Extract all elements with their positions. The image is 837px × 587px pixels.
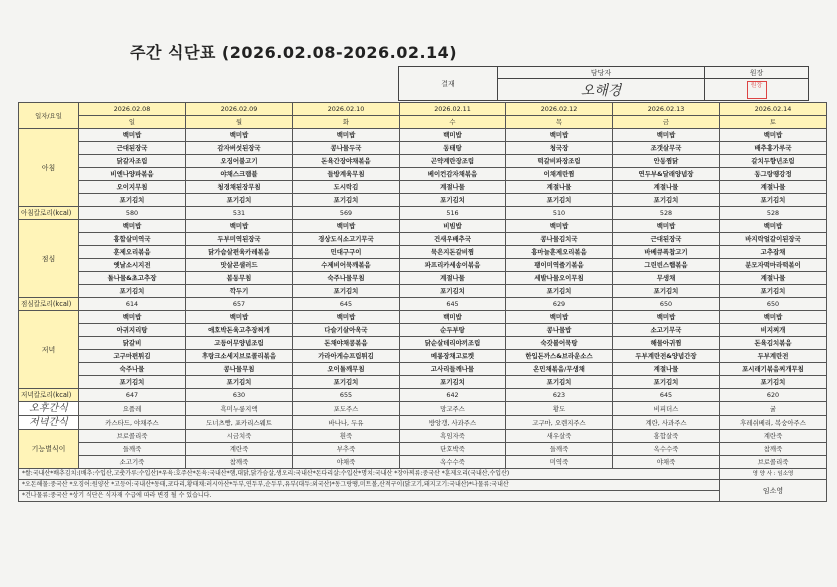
dinner-item: 비지찌개 <box>720 324 827 337</box>
breakfast-item: 베이컨감자채볶음 <box>400 168 506 181</box>
lunch-calorie-value: 614 <box>79 298 186 311</box>
special-item: 브로콜리죽 <box>79 430 186 443</box>
breakfast-item: 동태탕 <box>400 142 506 155</box>
dinner-calorie-value: 630 <box>186 389 293 402</box>
lunch-item: 포기김치 <box>613 285 720 298</box>
lunch-row <box>19 220 827 233</box>
dinner-item: 포기김치 <box>293 376 400 389</box>
lunch-calorie-value: 645 <box>400 298 506 311</box>
breakfast-item: 야채스크램블 <box>186 168 293 181</box>
lunch-item: 묵은지돈갈비찜 <box>400 246 506 259</box>
lunch-item: 훈제오리볶음 <box>79 246 186 259</box>
breakfast-item: 근대된장국 <box>79 142 186 155</box>
dinner-calorie-value: 620 <box>720 389 827 402</box>
breakfast-row <box>19 129 827 142</box>
snack_am-item: 황도 <box>506 402 613 416</box>
dinner-row <box>19 350 827 363</box>
lunch-calorie-value: 657 <box>186 298 293 311</box>
dinner-label: 저녁 <box>19 311 79 389</box>
dinner-row <box>19 363 827 376</box>
lunch-item: 백미밥 <box>613 220 720 233</box>
date-cell: 2026.02.12 <box>506 103 613 116</box>
breakfast-item: 백미밥 <box>506 129 613 142</box>
dinner-calorie-label: 저녁칼로리(kcal) <box>19 389 79 402</box>
special-item: 브로콜리죽 <box>720 456 827 469</box>
lunch-item: 바베큐폭찹고기 <box>613 246 720 259</box>
lunch-item: 홍합살미역국 <box>79 233 186 246</box>
menu-table <box>18 102 827 502</box>
lunch-item: 봄동무침 <box>186 272 293 285</box>
dinner-row <box>19 337 827 350</box>
dinner-row <box>19 376 827 389</box>
dinner-calorie-value: 642 <box>400 389 506 402</box>
staff-signature <box>498 79 705 101</box>
special-item: 들깨죽 <box>506 443 613 456</box>
breakfast-item: 비엔나양파볶음 <box>79 168 186 181</box>
lunch-item: 콩나물김치국 <box>506 233 613 246</box>
breakfast-item: 백미밥 <box>79 129 186 142</box>
breakfast-item: 이채계란찜 <box>506 168 613 181</box>
approval-col-staff: 담당자 <box>498 67 705 79</box>
note-row <box>19 469 827 480</box>
lunch-item: 맛살콘샐러드 <box>186 259 293 272</box>
lunch-item: 바지락얼갈이된장국 <box>720 233 827 246</box>
breakfast-item: 오이지무침 <box>79 181 186 194</box>
special-item: 새우살죽 <box>506 430 613 443</box>
dinner-item: 닭갈비 <box>79 337 186 350</box>
breakfast-row <box>19 142 827 155</box>
dinner-item: 백미밥 <box>613 311 720 324</box>
lunch-row <box>19 246 827 259</box>
dinner-item: 순두부탕 <box>400 324 506 337</box>
dinner-item: 아귀지리탕 <box>79 324 186 337</box>
dinner-item: 숙갓볼어묵탕 <box>506 337 613 350</box>
dinner-calorie-value: 655 <box>293 389 400 402</box>
breakfast-calorie-value: 528 <box>613 207 720 220</box>
lunch-item: 세발나물오이무침 <box>506 272 613 285</box>
date-cell: 2026.02.13 <box>613 103 720 116</box>
snack_pm-label: 저녁간식 <box>19 416 79 430</box>
date-cell: 2026.02.10 <box>293 103 400 116</box>
breakfast-item: 계절나물 <box>506 181 613 194</box>
director-stamp <box>705 79 809 101</box>
special-item: 참깨죽 <box>720 443 827 456</box>
special-item: 흰죽 <box>293 430 400 443</box>
special-item: 미역죽 <box>506 456 613 469</box>
breakfast-item: 계절나물 <box>613 181 720 194</box>
lunch-item: 분모자떡마라떡볶이 <box>720 259 827 272</box>
dinner-item: 해물아귀찜 <box>613 337 720 350</box>
snack_pm-item: 방앙갱, 사과주스 <box>400 416 506 430</box>
breakfast-item: 청국장 <box>506 142 613 155</box>
breakfast-item: 돈육간장야채볶음 <box>293 155 400 168</box>
lunch-item: 돌나물&초고추장 <box>79 272 186 285</box>
breakfast-item: 포기김치 <box>613 194 720 207</box>
lunch-item: 옛날소시지전 <box>79 259 186 272</box>
breakfast-item: 포기김치 <box>720 194 827 207</box>
dinner-calorie-row <box>19 389 827 402</box>
dinner-item: 백미밥 <box>293 311 400 324</box>
breakfast-item: 오징어불고기 <box>186 155 293 168</box>
origin-note: *쌀:국내산*배추김치:(배추:수입산,고춧가루:수입산)*우육:호주산*돈육:국내산*햄,대닭,닭가슴살,생오리:국내산*돈다리살:수입산*명치:국내산 *장아찌류:중국산 *훈제오리(국내산,수입산) <box>19 469 720 480</box>
snack_pm-item: 고구마, 오렌지주스 <box>506 416 613 430</box>
lunch-row <box>19 272 827 285</box>
snack_pm-row <box>19 416 827 430</box>
special-item: 시금치죽 <box>186 430 293 443</box>
breakfast-item: 포기김치 <box>186 194 293 207</box>
breakfast-calorie-value: 528 <box>720 207 827 220</box>
dinner-row <box>19 324 827 337</box>
lunch-item: 숙주나물무침 <box>293 272 400 285</box>
special-item: 소고기죽 <box>79 456 186 469</box>
dinner-calorie-value: 647 <box>79 389 186 402</box>
snack_pm-item: 후레쉬베리, 복숭아주스 <box>720 416 827 430</box>
dinner-item: 다슬기살아욱국 <box>293 324 400 337</box>
breakfast-item: 콩나물두국 <box>293 142 400 155</box>
breakfast-item: 백미밥 <box>720 129 827 142</box>
lunch-item: 백미밥 <box>186 220 293 233</box>
special-item: 들깨죽 <box>79 443 186 456</box>
breakfast-item: 포기김치 <box>79 194 186 207</box>
dinner-item: 고구마편튀김 <box>79 350 186 363</box>
special-row <box>19 443 827 456</box>
note-row <box>19 491 827 502</box>
page-title: 주간 식단표 (2026.02.08-2026.02.14) <box>130 43 458 62</box>
note-row <box>19 480 827 491</box>
breakfast-item: 닭갈자조림 <box>79 155 186 168</box>
lunch-item: 포기김치 <box>506 285 613 298</box>
dinner-item: 가라아게슈프림튀김 <box>293 350 400 363</box>
date-cell: 2026.02.14 <box>720 103 827 116</box>
special-item: 계란죽 <box>720 430 827 443</box>
snack_am-item: 포도주스 <box>293 402 400 416</box>
origin-note: *건나물류:중국산 *상기 식단은 식자재 수급에 따라 변경 될 수 있습니다. <box>19 491 720 502</box>
dinner-item: 숙주나물 <box>79 363 186 376</box>
dinner-item: 오이돌깨무침 <box>293 363 400 376</box>
dinner-item: 포시래기볶음찌개무침 <box>720 363 827 376</box>
breakfast-row <box>19 181 827 194</box>
breakfast-calorie-value: 580 <box>79 207 186 220</box>
dinner-item: 한입돈까스&브라운소스 <box>506 350 613 363</box>
lunch-item: 수제비어묵깨볶음 <box>293 259 400 272</box>
date-cell: 2026.02.09 <box>186 103 293 116</box>
breakfast-row <box>19 168 827 181</box>
breakfast-item: 백미밥 <box>293 129 400 142</box>
dinner-item: 소고기무국 <box>613 324 720 337</box>
dinner-item: 두부계란전&양념간장 <box>613 350 720 363</box>
date-cell: 2026.02.11 <box>400 103 506 116</box>
dinner-item: 돈육김치볶음 <box>720 337 827 350</box>
lunch-item: 포기김치 <box>400 285 506 298</box>
special-item: 단호박죽 <box>400 443 506 456</box>
breakfast-item: 도시락김 <box>293 181 400 194</box>
snack_pm-item: 바나나, 두유 <box>293 416 400 430</box>
dinner-calorie-value: 645 <box>613 389 720 402</box>
dinner-item: 백미밥 <box>720 311 827 324</box>
snack_am-item: 요플레 <box>79 402 186 416</box>
dinner-item: 포기김치 <box>79 376 186 389</box>
breakfast-label: 아침 <box>19 129 79 207</box>
lunch-item: 백미밥 <box>720 220 827 233</box>
dinner-item: 온민채볶음/무생채 <box>506 363 613 376</box>
special-item: 야채죽 <box>613 456 720 469</box>
dinner-item: 백미밥 <box>186 311 293 324</box>
snack_pm-item: 계란, 사과주스 <box>613 416 720 430</box>
special-item: 참깨죽 <box>186 456 293 469</box>
day-cell: 토 <box>720 116 827 129</box>
snack_am-item: 흑미누룽지액 <box>186 402 293 416</box>
dinner-item: 고사리들깨나물 <box>400 363 506 376</box>
dinner-item: 닭순살데리야끼조림 <box>400 337 506 350</box>
special-item: 흑임자죽 <box>400 430 506 443</box>
snack_pm-item: 도너츠빵, 포카리스웨트 <box>186 416 293 430</box>
day-cell: 화 <box>293 116 400 129</box>
dinner-item: 두부계란전 <box>720 350 827 363</box>
dinner-item: 고등어무양념조림 <box>186 337 293 350</box>
dinner-item: 계절나물 <box>613 363 720 376</box>
breakfast-row <box>19 194 827 207</box>
snack_am-row <box>19 402 827 416</box>
special-item: 부추죽 <box>293 443 400 456</box>
special-item: 계란죽 <box>186 443 293 456</box>
breakfast-item: 백미밥 <box>186 129 293 142</box>
lunch-item: 백미밥 <box>79 220 186 233</box>
lunch-calorie-value: 650 <box>720 298 827 311</box>
snack_am-item: 귤 <box>720 402 827 416</box>
day-row <box>19 116 827 129</box>
breakfast-item: 포기김치 <box>400 194 506 207</box>
special-item: 홍합살죽 <box>613 430 720 443</box>
dinner-item: 포기김치 <box>400 376 506 389</box>
lunch-item: 민대구구이 <box>293 246 400 259</box>
breakfast-item: 백미밥 <box>400 129 506 142</box>
lunch-item: 근대된장국 <box>613 233 720 246</box>
nutritionist-label: 영 양 사 : 임소영 <box>720 469 827 480</box>
dinner-item: 포기김치 <box>613 376 720 389</box>
breakfast-item: 포기김치 <box>506 194 613 207</box>
breakfast-item: 계절나물 <box>720 181 827 194</box>
day-cell: 수 <box>400 116 506 129</box>
approval-box <box>398 66 809 101</box>
lunch-label: 점심 <box>19 220 79 298</box>
breakfast-item: 포기김치 <box>293 194 400 207</box>
signature-text: 오해경 <box>580 82 622 99</box>
lunch-item: 경상도식소고기무국 <box>293 233 400 246</box>
lunch-row <box>19 233 827 246</box>
lunch-item: 계절나물 <box>400 272 506 285</box>
lunch-item: 고추잡채 <box>720 246 827 259</box>
breakfast-item: 안동찜닭 <box>613 155 720 168</box>
lunch-item: 백미밥 <box>293 220 400 233</box>
day-cell: 월 <box>186 116 293 129</box>
breakfast-calorie-value: 510 <box>506 207 613 220</box>
special-item: 옥수수죽 <box>613 443 720 456</box>
snack_am-item: 망고주스 <box>400 402 506 416</box>
dinner-row <box>19 311 827 324</box>
day-cell: 목 <box>506 116 613 129</box>
breakfast-item: 감자버섯된장국 <box>186 142 293 155</box>
lunch-item: 무생채 <box>613 272 720 285</box>
stamp-seal: 원장 <box>747 81 767 99</box>
lunch-item: 포기김치 <box>720 285 827 298</box>
dinner-item: 백미밥 <box>79 311 186 324</box>
dinner-item: 포기김치 <box>506 376 613 389</box>
breakfast-row <box>19 155 827 168</box>
approval-label: 결재 <box>399 67 498 101</box>
lunch-calorie-value: 629 <box>506 298 613 311</box>
lunch-row <box>19 259 827 272</box>
lunch-item: 건새우배추국 <box>400 233 506 246</box>
lunch-item: 포기김치 <box>293 285 400 298</box>
dinner-item: 돈채야채콩볶음 <box>293 337 400 350</box>
breakfast-item: 청경채된장무침 <box>186 181 293 194</box>
lunch-item: 깍두기 <box>186 285 293 298</box>
day-cell: 금 <box>613 116 720 129</box>
special-row <box>19 430 827 443</box>
lunch-calorie-value: 645 <box>293 298 400 311</box>
dinner-item: 포기김치 <box>720 376 827 389</box>
snack_am-label: 오후간식 <box>19 402 79 416</box>
lunch-item: 비빔밥 <box>400 220 506 233</box>
dinner-item: 메롱장채고로켓 <box>400 350 506 363</box>
breakfast-item: 떡갈비파장조림 <box>506 155 613 168</box>
snack_am-item: 비피더스 <box>613 402 720 416</box>
lunch-item: 파프리카세송이볶음 <box>400 259 506 272</box>
approval-col-director: 원장 <box>705 67 809 79</box>
lunch-item: 닭가슴살편육카레볶음 <box>186 246 293 259</box>
dinner-item: 포기김치 <box>186 376 293 389</box>
breakfast-item: 갈치두향년조림 <box>720 155 827 168</box>
lunch-item: 계절나물 <box>720 272 827 285</box>
dinner-item: 콩나물무침 <box>186 363 293 376</box>
breakfast-item: 배추홍가루국 <box>720 142 827 155</box>
breakfast-item: 백미밥 <box>613 129 720 142</box>
breakfast-calorie-value: 531 <box>186 207 293 220</box>
breakfast-item: 곤약계란장조림 <box>400 155 506 168</box>
special-row <box>19 456 827 469</box>
breakfast-item: 동그랑땡강정 <box>720 168 827 181</box>
breakfast-calorie-label: 아침칼로리(kcal) <box>19 207 79 220</box>
breakfast-item: 들방계육무침 <box>293 168 400 181</box>
origin-note: *오돈해물:중국산 *오징어:원양산 *고등어:국내산*동태,코다리,황태채:러시아산*두부,연두부,순두부,유부(대두:외국산)*동그랑땡,미트볼,산적구이(닭고기,돼지고기:국내산)*나물류:국내산 <box>19 480 720 491</box>
breakfast-calorie-value: 516 <box>400 207 506 220</box>
special-item: 옥수수죽 <box>400 456 506 469</box>
lunch-item: 백미밥 <box>506 220 613 233</box>
dinner-item: 애호박돈육고추장찌개 <box>186 324 293 337</box>
breakfast-item: 조갯살무국 <box>613 142 720 155</box>
lunch-item: 두부미역된장국 <box>186 233 293 246</box>
date-row <box>19 103 827 116</box>
special-item: 야채죽 <box>293 456 400 469</box>
dinner-item: 백미밥 <box>400 311 506 324</box>
dinner-calorie-value: 623 <box>506 389 613 402</box>
lunch-item: 그린빈스햄볶음 <box>613 259 720 272</box>
special-label: 기능별식이 <box>19 430 79 469</box>
dinner-item: 콩나물밥 <box>506 324 613 337</box>
lunch-calorie-label: 점심칼로리(kcal) <box>19 298 79 311</box>
lunch-row <box>19 285 827 298</box>
breakfast-calorie-row <box>19 207 827 220</box>
lunch-item: 흥마늘훈제오리볶음 <box>506 246 613 259</box>
date-cell: 2026.02.08 <box>79 103 186 116</box>
day-cell: 일 <box>79 116 186 129</box>
nutritionist-name: 임소영 <box>720 480 827 502</box>
breakfast-item: 연두부&달래양념장 <box>613 168 720 181</box>
breakfast-calorie-value: 569 <box>293 207 400 220</box>
lunch-calorie-row <box>19 298 827 311</box>
dinner-item: 후랑크소세지브로콜리볶음 <box>186 350 293 363</box>
breakfast-item: 계절나물 <box>400 181 506 194</box>
lunch-calorie-value: 650 <box>613 298 720 311</box>
dinner-item: 백미밥 <box>506 311 613 324</box>
lunch-item: 포기김치 <box>79 285 186 298</box>
snack_pm-item: 카스타드, 야채주스 <box>79 416 186 430</box>
lunch-item: 팽이미역줄기볶음 <box>506 259 613 272</box>
header-label: 일자/요일 <box>19 103 79 129</box>
